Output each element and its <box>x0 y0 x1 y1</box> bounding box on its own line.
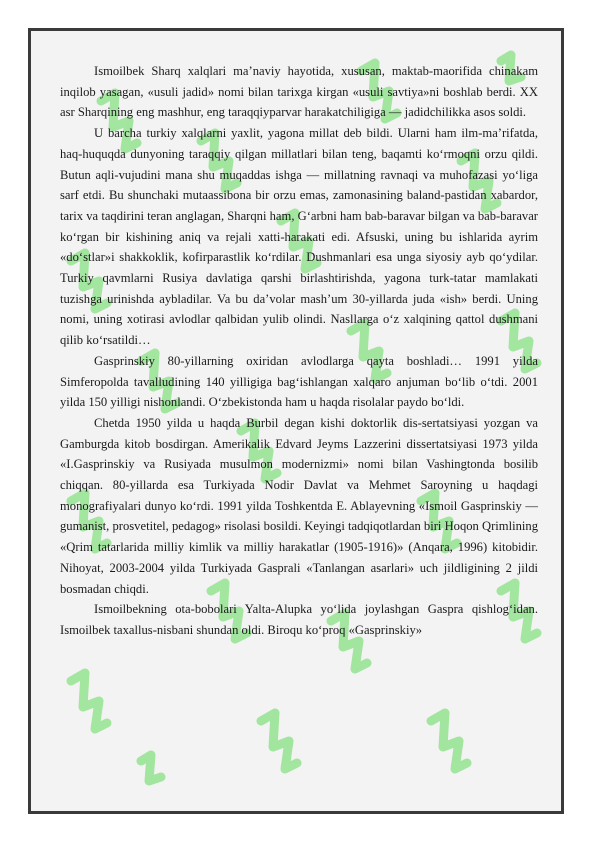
document-body <box>60 61 538 641</box>
paragraph: Ismoilbekning ota-bobolari Yalta-Alupka yo‘lida joylashgan Gaspra qishlog‘idan. Ismoilbek taxallus-nisbani shundan oldi. Biroqu ko‘proq «Gasprinskiy» <box>60 602 538 637</box>
page-frame <box>28 28 564 814</box>
paragraph: U barcha turkiy xalqlarni yaxlit, yagona millat deb bildi. Ularni ham ilm-ma’rifatda, haq-huquqda dunyoning taraqqiy qilgan millatlari bilan teng, baqamti ko‘rmoqni orzu qildi. Butun aqli-vujudini mana shu muqaddas ishga — millatning ravnaqi va muhofazasi yo‘liga sarf etdi. Bu shunchaki mutaassibona bir orzu emas, zamonasining baland-pastidan xabardor, tarix va taqdirini teran anglagan, Sharqni ham, G‘arbni ham bab-baravar bilgan va bab-baravar ko‘rgan bir kishining aniq va rejali xatti-harakati edi. Afsuski, uning bu ishlarida ayrim «do‘stlar»i shakkoklik, kofirparastlik ko‘rdilar. Dushmanlari esa unga siyosiy ayb qo‘ydilar. Turkiy qavmlarni Rusiya davlatiga qarshi birlashtirishda, yagona turk-tatar mamlakati tuzishga urinishda aybladilar. Va bu da’volar mash’um 30-yillarda juda «ish» berdi. Uning nomi, uning xotirasi avlodlar qalbidan yulib olindi. Nasllarga o‘z xalqining qattol dushmani qilib ko‘rsatildi… <box>60 126 538 348</box>
paragraph: Ismoilbek Sharq xalqlari ma’naviy hayotida, xususan, maktab-maorifida chinakam inqilob yasagan, «usuli jadid» nomi bilan tarixga kirgan «usuli savtiya»ni boshlab berdi. XX asr Sharqining eng mashhur, eng taraqqiyparvar harakatchiligiga — jadidchilikka asos soldi. <box>60 64 538 120</box>
watermark-mark <box>141 755 161 781</box>
paragraph: Gasprinskiy 80-yillarning oxiridan avlodlarga qayta boshladi… 1991 yilda Simferopolda tavalludining 140 yilligiga bag‘ishlangan xalqaro anjuman bo‘lib o‘tdi. 2001 yilda 150 yilligi nishonlandi. O‘zbekistonda ham u haqda risolalar paydo bo‘ldi. <box>60 353 538 410</box>
paragraph: Chetda 1950 yilda u haqda Burbil degan kishi doktorlik dis-sertatsiyasi yozgan va Gamburgda kitob bosdirgan. Amerikalik Edvard Jeyms Lazzerini dissertatsiyasi 1973 yilda «I.Gasprinskiy va Rusiyada musulmon modernizmi» nomi bilan Vashingtonda bosilib chiqqan. 80-yillarda esa Turkiyada Nodir Davlat va Mehmet Saroyning u haqdagi monografiyalari dunyo ko‘rdi. 1991 yilda Toshkentda E. Ablayevning «Ismoil Gasprinskiy — gumanist, prosvetitel, pedagog» risolasi bosildi. Keyingi tadqiqotlardan biri Hoqon Qrimlining «Qrim tatarlarida milliy kimlik va milliy harakatlar (1905-1916)» (Anqara, 1996) kitobidir. Nihoyat, 2003-2004 yilda Turkiyada Gasprali «Tanlangan asarlari» uch jildligining 2 jildi bosmadan chiqdi. <box>60 415 538 596</box>
watermark-mark <box>71 673 107 729</box>
watermark-mark <box>431 713 467 769</box>
watermark-mark <box>261 713 297 769</box>
